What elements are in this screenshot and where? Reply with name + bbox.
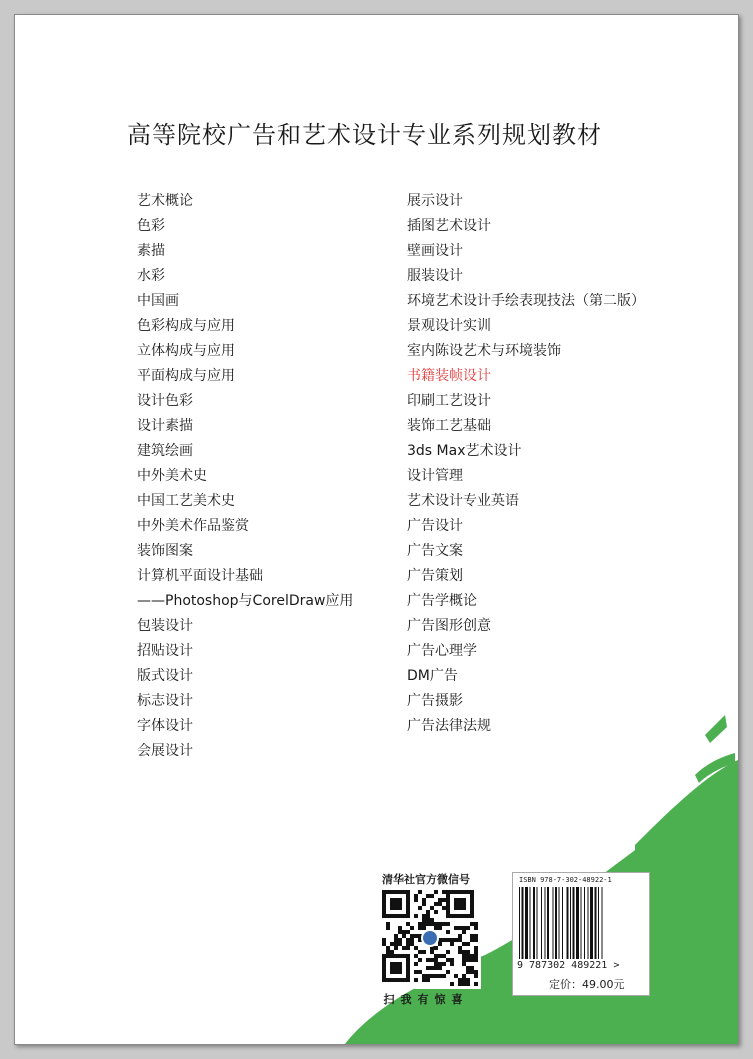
- book-title: 平面构成与应用: [137, 368, 235, 384]
- book-title: 印刷工艺设计: [407, 393, 491, 409]
- book-title: DM广告: [407, 668, 458, 684]
- isbn-barcode-panel: [512, 872, 650, 996]
- book-title: 立体构成与应用: [137, 343, 235, 359]
- book-title: 色彩构成与应用: [137, 318, 235, 334]
- book-title: 广告图形创意: [407, 618, 491, 634]
- book-title: 字体设计: [137, 718, 193, 734]
- barcode-graphic: [519, 887, 643, 959]
- book-title: 广告心理学: [407, 643, 477, 659]
- book-title: 广告设计: [407, 518, 463, 534]
- isbn-number: ISBN 978-7-302-48922-1: [519, 876, 612, 884]
- book-title: 广告策划: [407, 568, 463, 584]
- price-label: 定价：49.00元: [549, 978, 625, 991]
- book-title: 景观设计实训: [407, 318, 491, 334]
- book-title: 3ds Max艺术设计: [407, 443, 522, 459]
- book-title: 装饰图案: [137, 543, 193, 559]
- book-title: ——Photoshop与CorelDraw应用: [137, 593, 354, 609]
- book-title: 广告法律法规: [407, 718, 491, 734]
- book-title: 广告学概论: [407, 593, 477, 609]
- book-title: 标志设计: [137, 693, 193, 709]
- book-title: 壁画设计: [407, 243, 463, 259]
- book-title: 设计管理: [407, 468, 463, 484]
- book-title: 设计素描: [137, 418, 193, 434]
- left-book-list: [137, 189, 353, 764]
- book-title: 中外美术作品鉴赏: [137, 518, 249, 534]
- book-title: 展示设计: [407, 193, 463, 209]
- book-title: 室内陈设艺术与环境装饰: [407, 343, 561, 359]
- book-title: 色彩: [137, 218, 165, 234]
- book-title: 招贴设计: [137, 643, 193, 659]
- book-title: 插图艺术设计: [407, 218, 491, 234]
- book-title: 中国画: [137, 293, 179, 309]
- book-title: 中外美术史: [137, 468, 207, 484]
- book-title: 艺术设计专业英语: [407, 493, 519, 509]
- right-book-list: [407, 189, 645, 739]
- qr-action-text: 扫我有惊喜: [383, 993, 469, 1006]
- book-title: 计算机平面设计基础: [137, 568, 263, 584]
- barcode-digits: 9 787302 489221 >: [517, 960, 620, 971]
- qr-caption: 清华社官方微信号: [382, 873, 470, 886]
- book-title: 环境艺术设计手绘表现技法（第二版）: [407, 293, 645, 309]
- book-title: 广告摄影: [407, 693, 463, 709]
- book-title: 广告文案: [407, 543, 463, 559]
- book-title: 水彩: [137, 268, 165, 284]
- book-title: 建筑绘画: [137, 443, 193, 459]
- series-title: 高等院校广告和艺术设计专业系列规划教材: [127, 121, 602, 149]
- wechat-qr-code: [379, 887, 481, 989]
- book-title: 素描: [137, 243, 165, 259]
- book-title: 装饰工艺基础: [407, 418, 491, 434]
- book-title: 包装设计: [137, 618, 193, 634]
- book-title: 设计色彩: [137, 393, 193, 409]
- book-title: 版式设计: [137, 668, 193, 684]
- book-title: 艺术概论: [137, 193, 193, 209]
- book-title: 会展设计: [137, 743, 193, 759]
- book-title: 服装设计: [407, 268, 463, 284]
- qr-code-graphic: [382, 890, 478, 986]
- book-back-cover: [14, 14, 739, 1045]
- book-title: 中国工艺美术史: [137, 493, 235, 509]
- book-title: 书籍装帧设计: [407, 368, 491, 384]
